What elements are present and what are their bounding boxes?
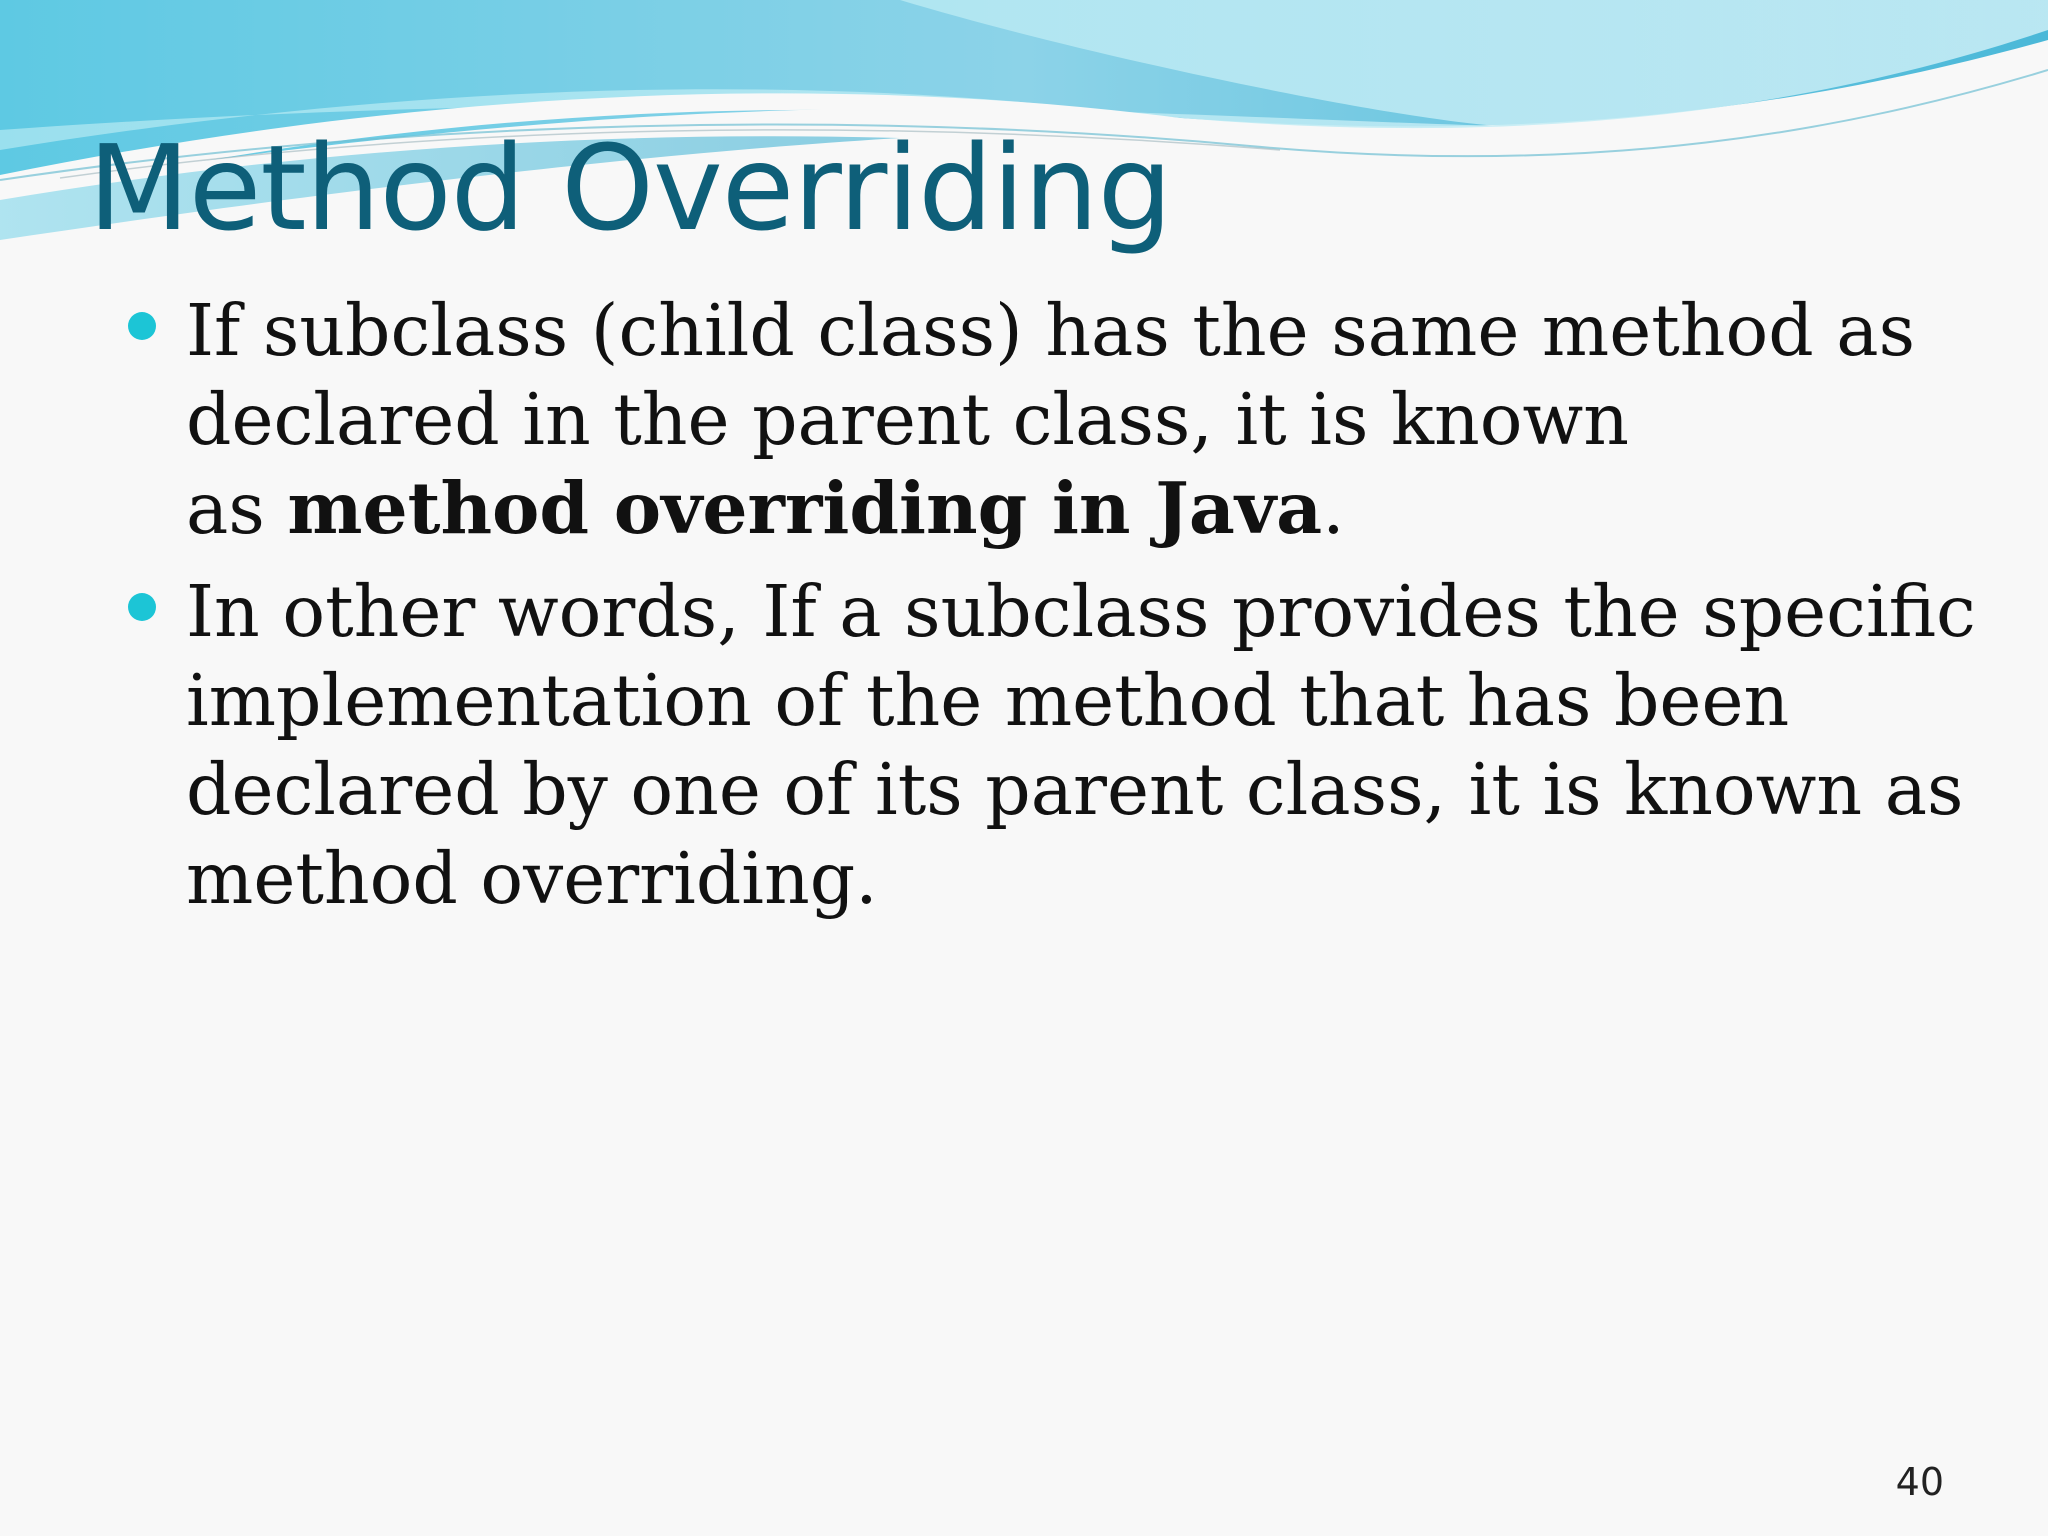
bullet-item xyxy=(128,567,1976,923)
bullet-line: If subclass (child class) has the same method as xyxy=(186,289,1916,372)
bullet-list xyxy=(128,286,1976,937)
bullet-line: In other words, If a subclass provides the specific xyxy=(186,570,1976,653)
page-number: 40 xyxy=(1895,1460,1944,1504)
bullet-dot-icon xyxy=(128,312,156,340)
bullet-text-suffix: . xyxy=(1322,467,1345,550)
bullet-text-prefix: as xyxy=(186,467,288,550)
slide-title: Method Overriding xyxy=(88,119,1172,257)
bullet-line: declared by one of its parent class, it is known as xyxy=(186,748,1964,831)
bullet-line xyxy=(186,464,1948,553)
bullet-line: implementation of the method that has been xyxy=(186,659,1790,742)
bullet-item xyxy=(128,286,1948,553)
bullet-line: declared in the parent class, it is known xyxy=(186,378,1629,461)
bullet-line: method overriding. xyxy=(186,837,878,920)
bullet-bold-term: method overriding in Java xyxy=(287,466,1323,550)
bullet-dot-icon xyxy=(128,593,156,621)
